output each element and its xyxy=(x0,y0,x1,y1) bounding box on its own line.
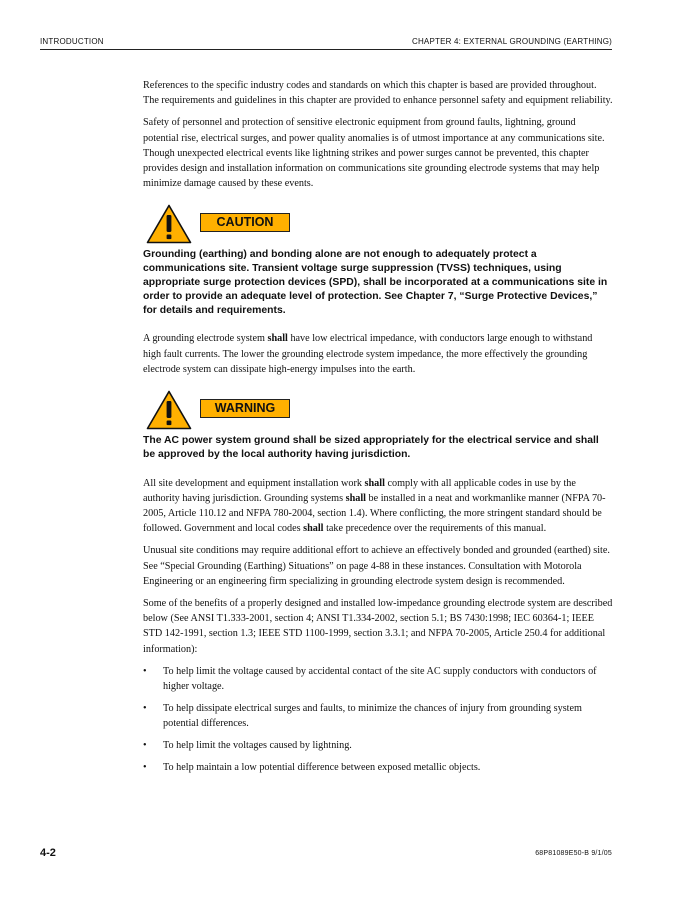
bullet-icon: • xyxy=(143,665,147,677)
bullet-icon: • xyxy=(143,702,147,714)
p4-text-g: take precedence over the requirements of this manual. xyxy=(323,523,547,535)
bullet-icon: • xyxy=(143,761,147,773)
paragraph-impedance xyxy=(143,331,613,377)
page-number: 4-2 xyxy=(40,847,56,859)
benefits-list xyxy=(143,664,613,775)
header-chapter-title: CHAPTER 4: EXTERNAL GROUNDING (EARTHING) xyxy=(411,37,612,46)
p4-shall-1: shall xyxy=(364,477,385,489)
caution-notice xyxy=(143,204,613,244)
p3-text-2: have low electrical impedance, with conductors large enough to withstand high fault currents. The lower the grounding electrode system impedance, the more effectively the grounding electrode system can dissipate high-energy impulses into the earth. xyxy=(143,333,593,375)
p4-text-e: be installed in a neat and workmanlike manner (NFPA 70-2005, Article 110.12 and NFPA 780-2004, section 1.4). Where conflicting, the more stringent standard should be followed. Government and local codes xyxy=(143,492,606,535)
p4-text-a: All site development and equipment installation work xyxy=(143,477,365,489)
paragraph-benefits: Some of the benefits of a properly designed and installed low-impedance grounding electrode system are described below (See ANSI T1.333-2001, section 4; ANSI T1.334-2002, section 5.1; BS 7430:1998; IEC 60364-1; IEEE STD 142-1991, section 1.3; IEEE STD 1100-1999, section 3.3.1; and NFPA 70-2005, Article 250.4 for additional information): xyxy=(143,598,613,655)
list-item xyxy=(143,738,613,753)
warning-label: WARNING xyxy=(200,399,290,418)
paragraph-codes xyxy=(143,476,613,537)
running-header xyxy=(40,37,612,50)
list-item-text: To help limit the voltage caused by accidental contact of the site AC supply conductors with conductors of higher voltage. xyxy=(163,665,597,692)
list-item-text: To help maintain a low potential difference between exposed metallic objects. xyxy=(163,761,481,773)
p4-shall-3: shall xyxy=(303,523,324,535)
paragraph-safety: Safety of personnel and protection of sensitive electronic equipment from ground faults, lightning, ground potential rise, electrical surges, and power quality anomalies is of utmost importance at any communications site. Though unexpected electrical events like lightning strikes and power surges cannot be prevented, this chapter provides design and installation information on communications site grounding electrode systems that may help minimize damage caused by these events. xyxy=(143,117,605,190)
warning-notice xyxy=(143,390,613,430)
document-id: 68P81089E50-B 9/1/05 xyxy=(535,850,612,857)
list-item xyxy=(143,701,613,731)
p3-text-1: A grounding electrode system xyxy=(143,333,268,345)
page-body xyxy=(143,78,613,782)
list-item-text: To help dissipate electrical surges and faults, to minimize the chances of injury from grounding system potential differences. xyxy=(163,702,582,729)
caution-text: Grounding (earthing) and bonding alone are not enough to adequately protect a communications site. Transient voltage surge suppression (TVSS) techniques, using appropriate surge protection devices (SPD), shall be incorporated at a communications site in order to provide an adequate level of protection. See Chapter 7, “Surge Protective Devices,” for details and requirements. xyxy=(143,249,608,316)
bullet-icon: • xyxy=(143,739,147,751)
warning-triangle-icon xyxy=(146,390,192,430)
p3-shall: shall xyxy=(267,333,288,345)
paragraph-references: References to the specific industry codes and standards on which this chapter is based are provided throughout. The requirements and guidelines in this chapter are provided to enhance personnel safety and equipment reliability. xyxy=(143,80,613,107)
p4-shall-2: shall xyxy=(345,492,366,504)
header-section-title: INTRODUCTION xyxy=(40,37,104,46)
p4-text-c: comply with all applicable codes in use by the authority having jurisdiction. Grounding systems xyxy=(143,477,576,504)
list-item xyxy=(143,664,613,694)
warning-text: The AC power system ground shall be sized appropriately for the electrical service and shall be approved by the local authority having jurisdiction. xyxy=(143,435,599,460)
paragraph-unusual-conditions: Unusual site conditions may require additional effort to achieve an effectively bonded and grounded (earthed) site. See “Special Grounding (Earthing) Situations” on page 4-88 in these instances. Consultation with Motorola Engineering or an engineering firm specializing in grounding electrode system design is recommended. xyxy=(143,545,610,587)
caution-label: CAUTION xyxy=(200,213,290,232)
caution-triangle-icon xyxy=(146,204,192,244)
list-item xyxy=(143,760,613,775)
list-item-text: To help limit the voltages caused by lightning. xyxy=(163,739,352,751)
